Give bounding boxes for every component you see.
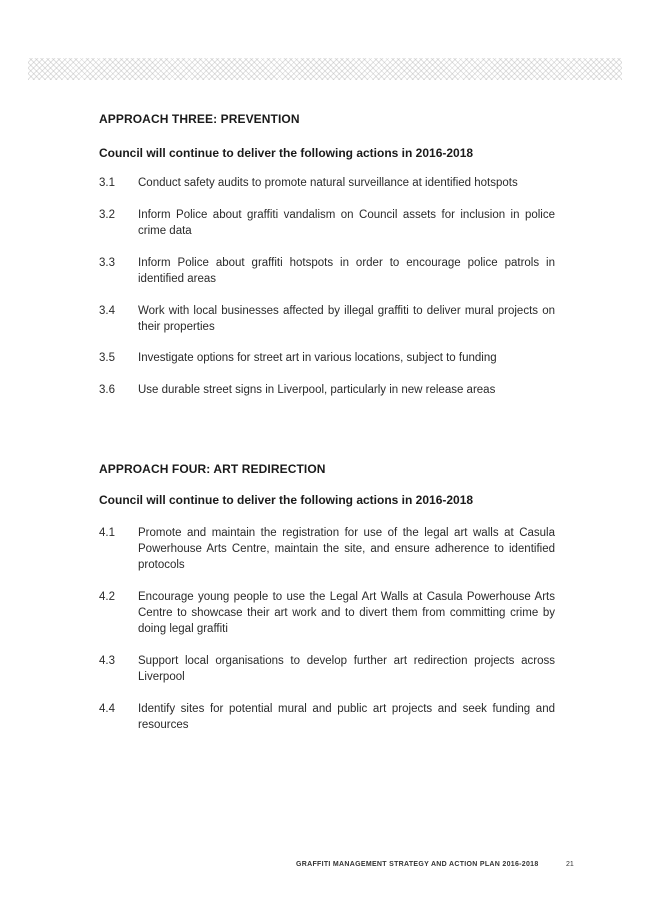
- action-text: Promote and maintain the registration for use of the legal art walls at Casula Powerhouse Arts Centre, maintain the site, and ensure adherence to identified protocols: [138, 527, 555, 571]
- approach-three-subheading: Council will continue to deliver the following actions in 2016-2018: [99, 146, 474, 160]
- action-number: 3.2: [99, 209, 115, 221]
- action-text: Investigate options for street art in various locations, subject to funding: [138, 352, 497, 364]
- action-number: 4.2: [99, 591, 115, 603]
- action-item-3-2: [99, 207, 555, 239]
- action-item-4-1: [99, 525, 555, 573]
- action-number: 4.4: [99, 703, 115, 715]
- footer-title: GRAFFITI MANAGEMENT STRATEGY AND ACTION PLAN 2016-2018: [296, 861, 539, 868]
- action-number: 4.1: [99, 527, 115, 539]
- action-text: Work with local businesses affected by illegal graffiti to deliver mural projects on their properties: [138, 305, 555, 333]
- action-text: Use durable street signs in Liverpool, particularly in new release areas: [138, 384, 496, 396]
- approach-three-heading: APPROACH THREE: PREVENTION: [99, 112, 300, 126]
- action-number: 3.6: [99, 384, 115, 396]
- action-item-4-4: [99, 701, 555, 733]
- approach-four-heading: APPROACH FOUR: ART REDIRECTION: [99, 462, 326, 476]
- action-number: 3.4: [99, 305, 115, 317]
- action-item-3-3: [99, 255, 555, 287]
- action-text: Conduct safety audits to promote natural surveillance at identified hotspots: [138, 177, 518, 189]
- action-text: Inform Police about graffiti vandalism on Council assets for inclusion in police crime data: [138, 209, 555, 237]
- header-banner: [28, 58, 622, 80]
- action-item-4-3: [99, 653, 555, 685]
- action-number: 3.1: [99, 177, 115, 189]
- action-item-3-1: [99, 175, 555, 191]
- action-text: Inform Police about graffiti hotspots in order to encourage police patrols in identified areas: [138, 257, 555, 285]
- action-text: Support local organisations to develop further art redirection projects across Liverpool: [138, 655, 555, 683]
- action-item-3-4: [99, 303, 555, 335]
- action-text: Encourage young people to use the Legal Art Walls at Casula Powerhouse Arts Centre to showcase their art work and to divert them from committing crime by doing legal graffiti: [138, 591, 555, 635]
- action-number: 3.5: [99, 352, 115, 364]
- action-item-3-6: [99, 382, 555, 398]
- action-number: 3.3: [99, 257, 115, 269]
- page-number: 21: [566, 861, 574, 868]
- action-item-4-2: [99, 589, 555, 637]
- approach-four-subheading: Council will continue to deliver the following actions in 2016-2018: [99, 493, 474, 507]
- action-item-3-5: [99, 350, 555, 366]
- action-text: Identify sites for potential mural and public art projects and seek funding and resources: [138, 703, 555, 731]
- action-number: 4.3: [99, 655, 115, 667]
